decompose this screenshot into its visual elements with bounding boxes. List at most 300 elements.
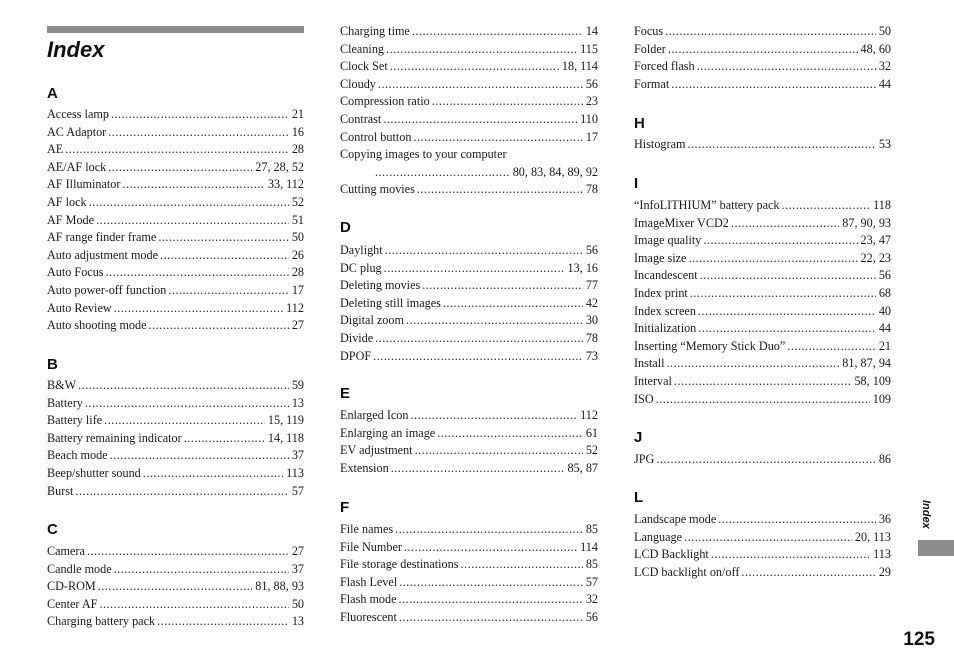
entry-term: AF range finder frame (47, 230, 157, 245)
entry-pages: 13 (291, 395, 304, 410)
index-entry (340, 460, 598, 478)
entry-list (47, 543, 304, 631)
entry-term: Folder (634, 41, 666, 56)
entry-term: Forced flash (634, 59, 695, 74)
index-entry (340, 591, 598, 609)
index-entry (47, 264, 304, 282)
dot-leader (391, 460, 565, 478)
dot-leader (99, 596, 288, 614)
entry-pages: 114 (580, 539, 598, 554)
entry-pages: 51 (291, 212, 304, 227)
dot-leader (87, 543, 289, 561)
title-rule (47, 26, 304, 33)
entry-list (634, 197, 891, 408)
index-entry (340, 23, 598, 41)
entry-term: Copying images to your computer (340, 147, 507, 162)
dot-leader (158, 229, 289, 247)
entry-pages: 17 (585, 129, 598, 144)
entry-list (634, 136, 891, 154)
index-entry (340, 442, 598, 460)
entry-term: “InfoLITHIUM” battery pack (634, 198, 780, 212)
dot-leader (114, 561, 289, 579)
entry-pages: 81, 88, 93 (255, 579, 304, 594)
entry-term: Deleting movies (340, 278, 421, 293)
dot-leader (106, 264, 289, 282)
index-entry (47, 194, 304, 212)
dot-leader (386, 41, 577, 59)
dot-leader (406, 312, 583, 330)
entry-term: Cleaning (340, 41, 385, 56)
entry-term: Language (634, 529, 683, 544)
entry-pages: 28 (291, 265, 304, 280)
entry-term: JPG (634, 452, 655, 466)
section-letter-j: J (634, 429, 643, 446)
dot-leader (460, 556, 582, 574)
entry-pages: 113 (286, 465, 304, 480)
entry-pages: 42 (585, 295, 598, 310)
entry-term: Battery remaining indicator (47, 430, 182, 445)
dot-leader (668, 41, 858, 59)
entry-term: Interval (634, 373, 672, 388)
index-entry (340, 58, 598, 76)
entry-pages: 109 (872, 391, 891, 406)
index-entry (47, 106, 304, 124)
entry-term: Candle mode (47, 561, 112, 576)
index-entry (340, 407, 598, 425)
entry-term: Image quality (634, 233, 702, 248)
entry-term: Enlarged Icon (340, 408, 409, 422)
entry-pages: 56 (585, 76, 598, 91)
entry-term: Battery (47, 395, 83, 410)
entry-term: Fluorescent (340, 609, 397, 624)
section-letter-f: F (340, 499, 350, 516)
index-entry (634, 529, 891, 547)
section-letter-e: E (340, 385, 351, 402)
entry-pages: 112 (286, 300, 304, 315)
entry-term: Extension (340, 460, 389, 475)
dot-leader (404, 539, 577, 557)
index-entry (340, 93, 598, 111)
entry-term: Auto Focus (47, 265, 104, 280)
dot-leader (385, 242, 583, 260)
entry-term: AF Illuminator (47, 177, 121, 192)
entry-list (340, 242, 598, 365)
entry-pages: 85, 87 (567, 460, 598, 475)
dot-leader (399, 609, 583, 627)
dot-leader (731, 215, 839, 233)
index-entry (340, 609, 598, 627)
dot-leader (78, 377, 289, 395)
dot-leader (111, 106, 289, 124)
entry-pages: 17 (291, 282, 304, 297)
dot-leader (399, 574, 583, 592)
index-entry (340, 539, 598, 557)
entry-pages: 57 (585, 574, 598, 589)
index-entry (47, 141, 304, 159)
entry-pages: 22, 23 (860, 250, 891, 265)
dot-leader (160, 247, 289, 265)
section-letter-a: A (47, 85, 58, 102)
entry-pages: 14, 118 (267, 430, 304, 445)
entry-term: Deleting still images (340, 295, 441, 310)
section-letter-h: H (634, 115, 645, 132)
entry-term: Incandescent (634, 268, 698, 283)
entry-pages: 56 (585, 243, 598, 257)
dot-leader (384, 260, 565, 278)
index-entry (340, 129, 598, 147)
entry-term: File storage destinations (340, 557, 459, 572)
dot-leader (741, 564, 875, 582)
index-entry (47, 229, 304, 247)
index-entry (634, 564, 891, 582)
entry-pages: 85 (585, 557, 598, 572)
entry-pages: 26 (291, 247, 304, 262)
entry-pages: 115 (580, 41, 598, 56)
index-entry (634, 250, 891, 268)
entry-term: CD-ROM (47, 579, 96, 594)
dot-leader (718, 511, 876, 529)
index-entry (340, 260, 598, 278)
index-entry (47, 430, 304, 448)
dot-leader (378, 76, 583, 94)
index-entry (634, 215, 891, 233)
entry-pages: 48, 60 (860, 41, 891, 56)
entry-term: Camera (47, 544, 85, 558)
entry-term: Battery life (47, 413, 103, 428)
dot-leader (149, 317, 289, 335)
entry-pages: 81, 87, 94 (842, 356, 891, 371)
index-entry (634, 285, 891, 303)
entry-pages: 87, 90, 93 (842, 215, 891, 230)
index-entry (340, 146, 598, 164)
entry-term: Control button (340, 129, 412, 144)
dot-leader (373, 348, 583, 366)
page-number: 125 (903, 629, 935, 650)
index-entry (340, 111, 598, 129)
index-entry (634, 136, 891, 154)
section-letter-l: L (634, 489, 644, 506)
dot-leader (787, 338, 876, 356)
entry-term: Histogram (634, 137, 686, 151)
entry-term: DC plug (340, 260, 382, 275)
index-entry (634, 546, 891, 564)
index-entry (47, 465, 304, 483)
entry-pages: 32 (878, 59, 891, 74)
entry-list (340, 521, 598, 627)
entry-pages: 78 (585, 330, 598, 345)
index-entry (340, 181, 598, 199)
index-entry (340, 242, 598, 260)
entry-pages: 28 (291, 142, 304, 157)
entry-term: Format (634, 76, 670, 91)
entry-pages: 56 (878, 268, 891, 283)
entry-pages: 27 (291, 544, 304, 558)
dot-leader (782, 197, 871, 215)
entry-term: Auto power-off function (47, 282, 167, 297)
dot-leader (684, 529, 852, 547)
entry-term: Digital zoom (340, 313, 404, 328)
entry-term: AF Mode (47, 212, 95, 227)
dot-leader (65, 141, 289, 159)
entry-pages: 23 (585, 94, 598, 109)
index-entry (340, 41, 598, 59)
entry-term: AF lock (47, 194, 87, 209)
entry-term: ImageMixer VCD2 (634, 215, 729, 230)
section-letter-d: D (340, 219, 351, 236)
entry-term: ISO (634, 391, 654, 406)
entry-term: Charging time (340, 24, 410, 38)
dot-leader (656, 451, 875, 469)
entry-term: Access lamp (47, 107, 109, 121)
entry-term: Initialization (634, 321, 697, 336)
entry-pages: 112 (580, 408, 598, 422)
entry-term: Image size (634, 250, 687, 265)
dot-leader (399, 591, 583, 609)
dot-leader (75, 483, 288, 501)
entry-pages: 53 (878, 137, 891, 151)
index-entry (634, 23, 891, 41)
index-entry (47, 596, 304, 614)
entry-pages: 27 (291, 318, 304, 333)
entry-list (47, 106, 304, 335)
index-entry (340, 164, 598, 182)
dot-leader (698, 303, 876, 321)
dot-leader (122, 176, 264, 194)
entry-pages: 21 (878, 338, 891, 353)
side-tab-label: Index (920, 500, 932, 529)
entry-term: Contrast (340, 111, 382, 126)
entry-term: Center AF (47, 596, 98, 611)
dot-leader (157, 613, 289, 631)
entry-term: Cutting movies (340, 182, 415, 197)
entry-pages: 14 (585, 24, 598, 38)
index-entry (47, 447, 304, 465)
entry-pages: 73 (585, 348, 598, 363)
index-entry (47, 395, 304, 413)
dot-leader (674, 373, 852, 391)
section-letter-c: C (47, 521, 58, 538)
dot-leader (98, 578, 252, 596)
dot-leader (375, 164, 510, 182)
dot-leader (85, 395, 289, 413)
index-entry (634, 267, 891, 285)
entry-term: Focus (634, 24, 664, 38)
entry-pages: 18, 114 (561, 59, 598, 74)
entry-pages: 118 (873, 198, 891, 212)
index-entry (47, 483, 304, 501)
entry-pages: 61 (585, 425, 598, 440)
entry-term: Auto Review (47, 300, 112, 315)
dot-leader (422, 277, 583, 295)
index-entry (47, 543, 304, 561)
dot-leader (688, 250, 857, 268)
index-entry (340, 295, 598, 313)
dot-leader (390, 58, 559, 76)
entry-term: File names (340, 522, 394, 536)
entry-pages: 37 (291, 561, 304, 576)
entry-pages: 21 (291, 107, 304, 121)
entry-term: Burst (47, 483, 74, 498)
index-entry (47, 176, 304, 194)
page-title: Index (47, 37, 105, 62)
dot-leader (415, 442, 583, 460)
entry-pages: 36 (878, 512, 891, 526)
entry-pages: 29 (878, 564, 891, 579)
entry-term: Auto adjustment mode (47, 247, 159, 262)
index-entry (47, 317, 304, 335)
entry-term: File Number (340, 539, 402, 554)
entry-pages: 110 (580, 111, 598, 126)
index-entry (634, 303, 891, 321)
dot-leader (168, 282, 288, 300)
entry-pages: 50 (291, 230, 304, 245)
index-entry (634, 320, 891, 338)
index-entry (47, 124, 304, 142)
index-entry (47, 159, 304, 177)
entry-term: Enlarging an image (340, 425, 436, 440)
index-entry (47, 412, 304, 430)
entry-term: Beep/shutter sound (47, 465, 141, 480)
entry-term: AE (47, 142, 64, 157)
dot-leader (184, 430, 265, 448)
entry-term: Divide (340, 330, 374, 345)
entry-pages: 15, 119 (267, 413, 304, 428)
entry-pages: 68 (878, 285, 891, 300)
entry-pages: 86 (878, 452, 891, 466)
entry-pages: 30 (585, 313, 598, 328)
index-entry (47, 212, 304, 230)
dot-leader (665, 23, 876, 41)
index-entry (634, 232, 891, 250)
entry-term: Inserting “Memory Stick Duo” (634, 338, 786, 353)
entry-pages: 85 (585, 522, 598, 536)
entry-pages: 59 (291, 378, 304, 392)
entry-pages: 37 (291, 448, 304, 463)
dot-leader (690, 285, 876, 303)
dot-leader (711, 546, 870, 564)
index-entry (634, 511, 891, 529)
index-entry (634, 197, 891, 215)
entry-list (634, 23, 891, 93)
entry-term: LCD backlight on/off (634, 564, 740, 579)
index-entry (340, 277, 598, 295)
entry-pages: 27, 28, 52 (255, 159, 304, 174)
entry-pages: 33, 112 (267, 177, 304, 192)
index-entry (634, 451, 891, 469)
entry-pages: 13 (291, 614, 304, 629)
index-entry (634, 391, 891, 409)
entry-pages: 57 (291, 483, 304, 498)
entry-term: Index screen (634, 303, 696, 318)
index-entry (47, 578, 304, 596)
dot-leader (108, 124, 289, 142)
section-letter-i: I (634, 175, 639, 192)
entry-term: EV adjustment (340, 443, 413, 458)
entry-term: Charging battery pack (47, 614, 156, 629)
entry-term: Cloudy (340, 76, 376, 91)
entry-term: Flash Level (340, 574, 398, 589)
entry-list (47, 377, 304, 500)
index-entry (634, 373, 891, 391)
entry-pages: 32 (585, 592, 598, 607)
index-entry (340, 425, 598, 443)
index-entry (634, 58, 891, 76)
dot-leader (375, 330, 583, 348)
entry-term: Clock Set (340, 59, 388, 74)
entry-pages: 23, 47 (860, 233, 891, 248)
dot-leader (108, 159, 252, 177)
dot-leader (412, 23, 583, 41)
index-entry (634, 355, 891, 373)
dot-leader (700, 267, 876, 285)
dot-leader (703, 232, 857, 250)
entry-term: DPOF (340, 348, 372, 363)
dot-leader (666, 355, 839, 373)
index-entry (47, 377, 304, 395)
side-tab-marker (918, 540, 954, 556)
entry-pages: 50 (291, 596, 304, 611)
entry-list (634, 451, 891, 469)
dot-leader (656, 391, 870, 409)
entry-list (634, 511, 891, 581)
dot-leader (96, 212, 289, 230)
index-entry (47, 300, 304, 318)
dot-leader (410, 407, 577, 425)
dot-leader (687, 136, 875, 154)
entry-term: AC Adaptor (47, 124, 107, 139)
dot-leader (417, 181, 583, 199)
entry-pages: 52 (291, 194, 304, 209)
entry-list (340, 407, 598, 477)
entry-pages: 58, 109 (854, 373, 891, 388)
entry-pages: 78 (585, 182, 598, 197)
dot-leader (437, 425, 583, 443)
entry-pages: 50 (878, 24, 891, 38)
section-letter-b: B (47, 356, 58, 373)
index-entry (634, 338, 891, 356)
dot-leader (432, 93, 583, 111)
index-entry (47, 613, 304, 631)
entry-term: Install (634, 356, 665, 371)
entry-pages: 40 (878, 303, 891, 318)
index-entry (47, 282, 304, 300)
index-entry (634, 41, 891, 59)
entry-term: Compression ratio (340, 94, 430, 109)
entry-term: AE/AF lock (47, 159, 107, 174)
dot-leader (671, 76, 876, 94)
index-entry (340, 76, 598, 94)
dot-leader (89, 194, 289, 212)
entry-pages: 56 (585, 609, 598, 624)
entry-pages: 44 (878, 76, 891, 91)
index-entry (340, 521, 598, 539)
index-entry (47, 561, 304, 579)
entry-term: Index print (634, 285, 688, 300)
dot-leader (413, 129, 582, 147)
entry-term: Landscape mode (634, 512, 717, 526)
entry-term: Beach mode (47, 448, 108, 463)
index-entry (340, 312, 598, 330)
entry-term: LCD Backlight (634, 547, 709, 562)
entry-pages: 20, 113 (854, 529, 891, 544)
entry-term: Daylight (340, 243, 383, 257)
dot-leader (114, 300, 284, 318)
entry-pages: 113 (873, 547, 891, 562)
dot-leader (698, 320, 876, 338)
dot-leader (443, 295, 583, 313)
entry-list (340, 23, 598, 199)
index-entry (47, 247, 304, 265)
